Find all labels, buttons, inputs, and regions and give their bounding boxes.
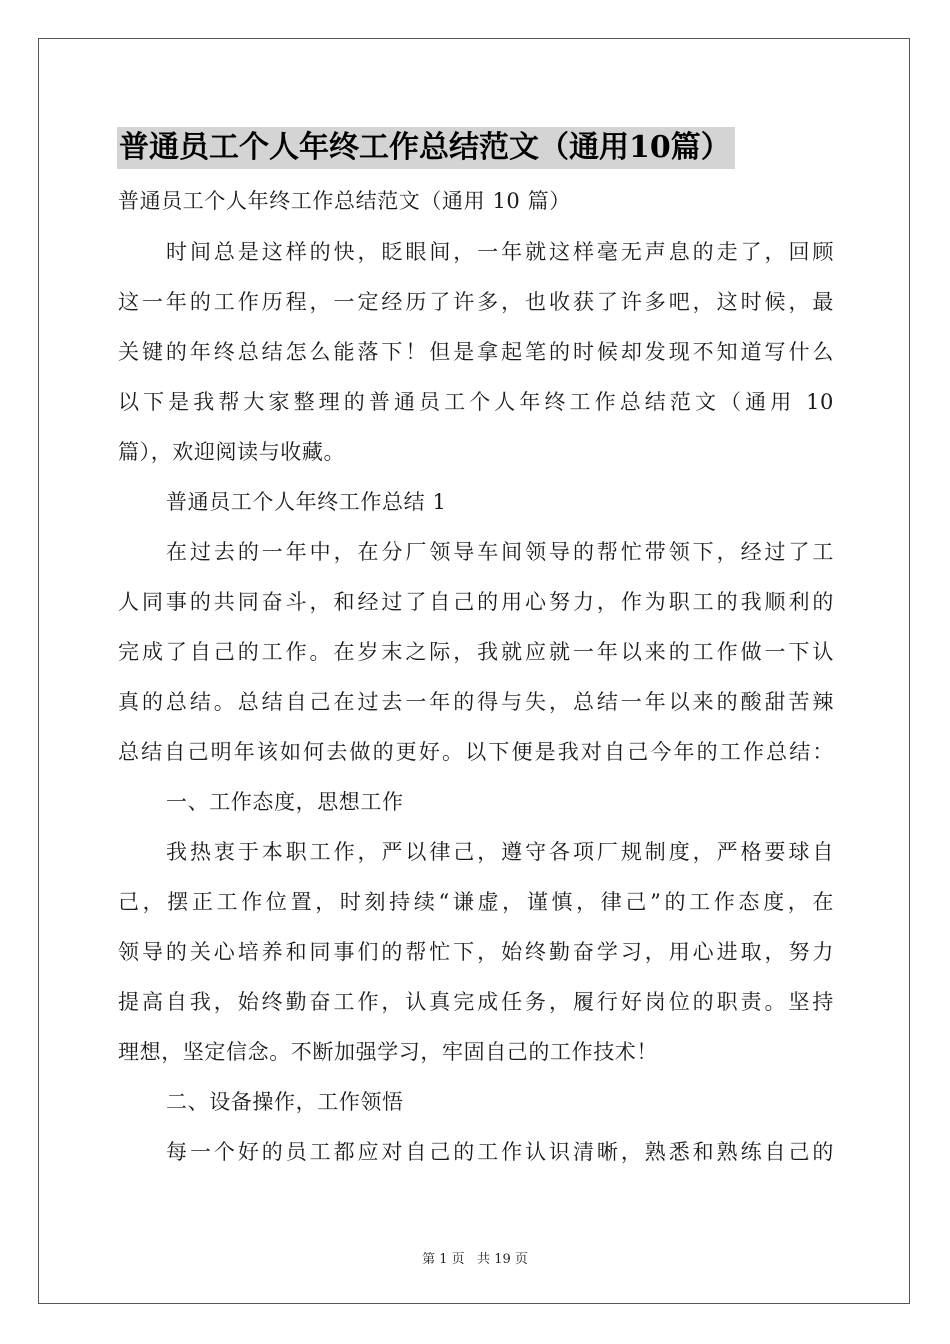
section-heading: 二、设备操作，工作领悟 [166, 1090, 404, 1114]
paragraph-line: 领导的关心培养和同事们的帮忙下，始终勤奋学习，用心进取，努力 [118, 940, 834, 964]
paragraph-line: 以下是我帮大家整理的普通员工个人年终工作总结范文（通用 10 [118, 390, 834, 414]
paragraph-line: 总结自己明年该如何去做的更好。以下便是我对自己今年的工作总结： [118, 740, 834, 764]
paragraph-line: 我热衷于本职工作，严以律己，遵守各项厂规制度，严格要球自 [166, 840, 834, 864]
paragraph-line: 关键的年终总结怎么能落下！但是拿起笔的时候却发现不知道写什么 [118, 340, 834, 364]
paragraph-line: 篇），欢迎阅读与收藏。 [118, 440, 346, 464]
paragraph-line: 真的总结。总结自己在过去一年的得与失，总结一年以来的酸甜苦辣 [118, 690, 834, 714]
paragraph-line: 理想，坚定信念。不断加强学习，牢固自己的工作技术！ [118, 1040, 658, 1064]
paragraph-line: 时间总是这样的快，眨眼间，一年就这样毫无声息的走了，回顾 [166, 240, 834, 264]
paragraph-line: 己，摆正工作位置，时刻持续“谦虚，谨慎，律己”的工作态度，在 [118, 890, 834, 914]
paragraph-line: 这一年的工作历程，一定经历了许多，也收获了许多吧，这时候，最 [118, 290, 834, 314]
paragraph-line: 完成了自己的工作。在岁末之际，我就应就一年以来的工作做一下认 [118, 640, 834, 664]
page-footer: 第 1 页 共 19 页 [422, 1252, 528, 1267]
paragraph-line: 提高自我，始终勤奋工作，认真完成任务，履行好岗位的职责。坚持 [118, 990, 834, 1014]
paragraph-line: 每一个好的员工都应对自己的工作认识清晰，熟悉和熟练自己的 [166, 1140, 834, 1164]
section-heading: 普通员工个人年终工作总结 1 [166, 490, 447, 514]
section-heading: 一、工作态度，思想工作 [166, 790, 404, 814]
paragraph-line: 在过去的一年中，在分厂领导车间领导的帮忙带领下，经过了工 [166, 540, 834, 564]
subtitle-line: 普通员工个人年终工作总结范文（通用 10 篇） [118, 189, 571, 213]
paragraph-line: 人同事的共同奋斗，和经过了自己的用心努力，作为职工的我顺利的 [118, 590, 834, 614]
document-title: 普通员工个人年终工作总结范文（通用10篇） [117, 127, 735, 169]
